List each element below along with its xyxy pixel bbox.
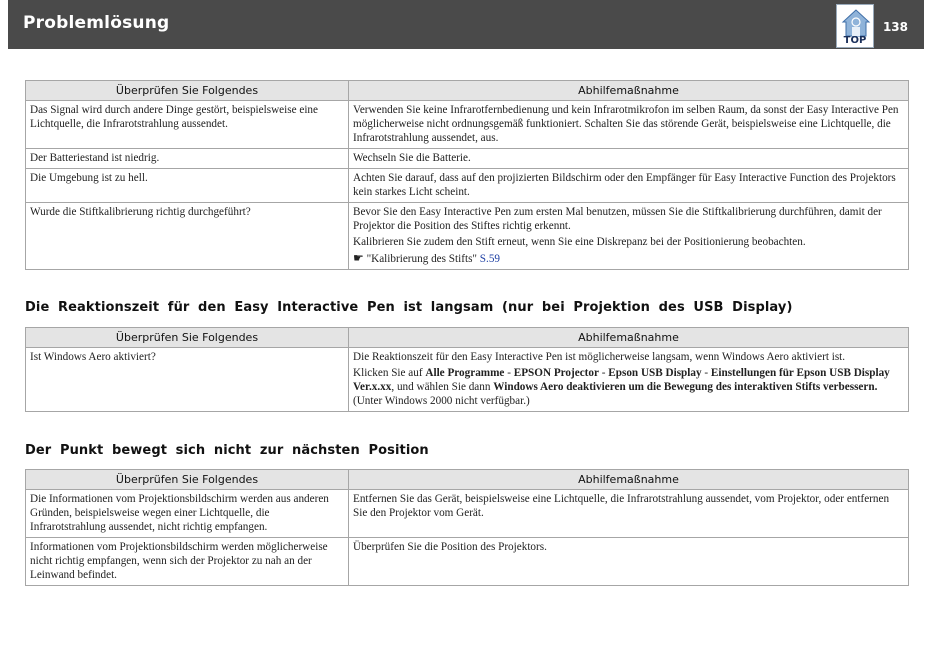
troubleshooting-table-1 xyxy=(25,80,909,270)
table-header-row xyxy=(26,81,909,101)
remedy-cell: Achten Sie darauf, dass auf den projizierten Bildschirm oder den Empfänger für Easy Interactive Function des Projektors kein starkes Licht scheint. xyxy=(349,169,909,203)
remedy-cell: Überprüfen Sie die Position des Projektors. xyxy=(349,538,909,586)
troubleshooting-table-3 xyxy=(25,469,909,586)
column-header-remedy: Abhilfemaßnahme xyxy=(349,81,909,101)
troubleshooting-table-2 xyxy=(25,327,909,412)
pointing-hand-icon: ☛ xyxy=(353,251,364,265)
remedy-cell: Verwenden Sie keine Infrarotfernbedienung und kein Infrarotmikrofon im selben Raum, da sonst der Easy Interactive Pen möglicherweise nicht ordnungsgemäß funktioniert. Schalten Sie das störende Gerät, beispielsweise eine Lichtquelle, die Infrarotstrahlung aussendet, aus. xyxy=(349,101,909,149)
table-row xyxy=(26,203,909,270)
option-name: Windows Aero deaktivieren um die Bewegung des interaktiven Stifts verbessern. xyxy=(493,381,878,393)
page-title: Problemlösung xyxy=(23,13,170,33)
remedy-paragraph: Kalibrieren Sie zudem den Stift erneut, wenn Sie eine Diskrepanz bei der Positionierung beobachten. xyxy=(353,236,806,248)
table-header-row xyxy=(26,470,909,490)
column-header-remedy: Abhilfemaßnahme xyxy=(349,328,909,348)
column-header-check: Überprüfen Sie Folgendes xyxy=(26,470,349,490)
check-cell: Die Informationen vom Projektionsbildschirm werden aus anderen Gründen, beispielsweise wegen einer Lichtquelle, die Infrarotstrahlung aussendet, nicht richtig empfangen. xyxy=(26,490,349,538)
top-button[interactable] xyxy=(836,4,874,48)
path-separator: - xyxy=(598,367,609,379)
top-button-label: TOP xyxy=(843,35,867,46)
table-header-row xyxy=(26,328,909,348)
check-cell: Das Signal wird durch andere Dinge gestört, beispielsweise eine Lichtquelle, die Infrarotstrahlung aussendet. xyxy=(26,101,349,149)
menu-path-item: Einstellungen für Epson USB Display Ver.x.xx xyxy=(353,367,890,393)
path-separator: - xyxy=(504,367,514,379)
remedy-cell xyxy=(349,348,909,412)
remedy-paragraph: Bevor Sie den Easy Interactive Pen zum ersten Mal benutzen, müssen Sie die Stiftkalibrierung durchführen, damit der Projektor die Position des Stiftes richtig erkennt. xyxy=(353,206,882,232)
section-heading: Die Reaktionszeit für den Easy Interactive Pen ist langsam (nur bei Projektion des USB Display) xyxy=(25,300,793,315)
table-row xyxy=(26,348,909,412)
menu-path-item: Epson USB Display xyxy=(608,367,702,379)
page-header xyxy=(8,0,924,49)
check-cell: Ist Windows Aero aktiviert? xyxy=(26,348,349,412)
menu-path-item: Alle Programme xyxy=(425,367,505,379)
table-row xyxy=(26,169,909,203)
check-cell: Informationen vom Projektionsbildschirm werden möglicherweise nicht richtig empfangen, wenn sich der Projektor zu nah an der Leinwand befindet. xyxy=(26,538,349,586)
table-row xyxy=(26,101,909,149)
instruction-text: Klicken Sie auf xyxy=(353,367,426,379)
menu-path-item: EPSON Projector xyxy=(513,367,599,379)
remedy-cell xyxy=(349,203,909,270)
check-cell: Wurde die Stiftkalibrierung richtig durchgeführt? xyxy=(26,203,349,270)
page-link[interactable]: S.59 xyxy=(479,253,501,265)
column-header-check: Überprüfen Sie Folgendes xyxy=(26,81,349,101)
remedy-cell: Wechseln Sie die Batterie. xyxy=(349,149,909,169)
remedy-cell: Entfernen Sie das Gerät, beispielsweise eine Lichtquelle, die Infrarotstrahlung aussendet, vom Projektor, oder entfernen Sie den Projektor vom Gerät. xyxy=(349,490,909,538)
remedy-paragraph: Die Reaktionszeit für den Easy Interactive Pen ist möglicherweise langsam, wenn Windows Aero aktiviert ist. xyxy=(353,351,846,363)
check-cell: Der Batteriestand ist niedrig. xyxy=(26,149,349,169)
cross-reference xyxy=(353,251,904,266)
table-row xyxy=(26,149,909,169)
note-text: (Unter Windows 2000 nicht verfügbar.) xyxy=(353,395,530,407)
column-header-check: Überprüfen Sie Folgendes xyxy=(26,328,349,348)
section-heading: Der Punkt bewegt sich nicht zur nächsten Position xyxy=(25,443,429,458)
table-row xyxy=(26,538,909,586)
instruction-text: , und wählen Sie dann xyxy=(391,381,494,393)
table-row xyxy=(26,490,909,538)
column-header-remedy: Abhilfemaßnahme xyxy=(349,470,909,490)
page-number: 138 xyxy=(882,20,908,34)
path-separator: - xyxy=(701,367,711,379)
remedy-paragraph xyxy=(353,366,904,408)
check-cell: Die Umgebung ist zu hell. xyxy=(26,169,349,203)
reference-title: "Kalibrierung des Stifts" xyxy=(366,253,477,265)
